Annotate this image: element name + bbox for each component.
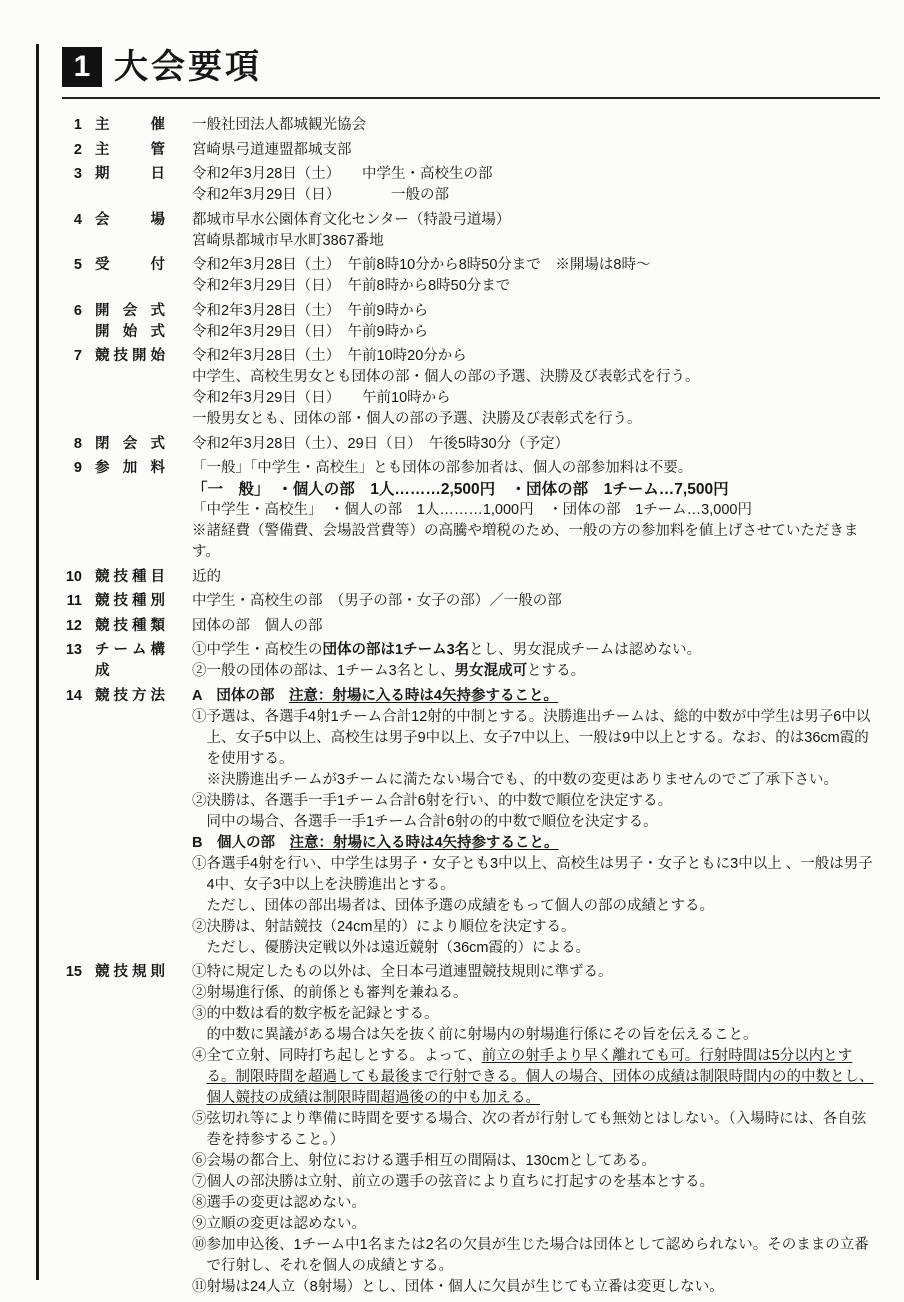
item-number: 9 [73, 460, 82, 476]
item-row [62, 591, 880, 612]
item-row [62, 210, 880, 252]
content-line [192, 164, 880, 185]
content-line [192, 1193, 880, 1214]
content-line [192, 1109, 880, 1151]
content-line [192, 140, 880, 161]
item-row [62, 434, 880, 455]
text-segment: 同中の場合、各選手一手1チーム合計6射の的中数で順位を決定する。 [206, 813, 658, 830]
text-segment: 「中学生・高校生」 ・個人の部 1人………1,000円 ・団体の部 1チーム…3,000円 [192, 502, 752, 518]
text-segment: ⑨立順の変更は認めない。 [192, 1216, 366, 1232]
content-line [192, 434, 880, 455]
section-number: 1 [73, 50, 91, 83]
content-line [192, 833, 880, 854]
content-line [192, 707, 880, 770]
item-number: 13 [65, 642, 82, 658]
item-content [192, 640, 880, 682]
content-line [192, 500, 880, 521]
content-line [192, 896, 880, 917]
item-content [192, 140, 880, 161]
item-label [82, 616, 192, 637]
content-line [192, 770, 880, 791]
item-number: 4 [73, 211, 82, 228]
item-number: 8 [73, 435, 82, 452]
header-divider [62, 97, 880, 99]
item-label-line: 競技方法 [95, 687, 165, 704]
text-segment: 「一 般」 ・個人の部 1人………2,500円 ・団体の部 1チーム…7,500円 [192, 481, 729, 498]
item-label [82, 686, 192, 959]
item-label [82, 962, 192, 1298]
item-number: 2 [73, 141, 82, 158]
content-line [192, 640, 880, 661]
item-label-line: 主催 [95, 117, 165, 133]
item-number: 3 [73, 166, 82, 182]
text-segment: 宮崎県都城市早水町3867番地 [192, 232, 384, 249]
text-segment: 令和2年3月29日（日） 一般の部 [192, 187, 450, 203]
text-segment: 宮崎県弓道連盟都城支部 [192, 141, 352, 158]
item-number: 14 [65, 687, 82, 704]
item-content [192, 301, 880, 343]
text-segment: 令和2年3月28日（土） 午前10時20分から [192, 348, 467, 364]
content-line [192, 962, 880, 983]
content-line [192, 591, 880, 612]
item-label [82, 115, 192, 136]
content-line [192, 917, 880, 938]
item-label-line: 開会式 [95, 302, 165, 319]
text-segment: ②決勝は、射詰競技（24cm星的）により順位を決定する。 [192, 918, 576, 935]
text-segment: とする。 [527, 663, 586, 679]
content-line [192, 1151, 880, 1172]
item-label [82, 434, 192, 455]
text-segment: ただし、優勝決定戦以外は遠近競射（36cm霞的）による。 [206, 939, 590, 956]
text-segment: B 個人の部 [192, 834, 290, 851]
text-segment: 注意：射場に入る時は4矢持参すること。 [288, 687, 559, 704]
item-label [82, 164, 192, 206]
item-row [62, 962, 880, 1298]
item-content [192, 115, 880, 136]
text-segment: ①各選手4射を行い、中学生は男子・女子とも3中以上、高校生は男子・女子ともに3中以上 、一般は男子4中、女子3中以上を決勝進出とする。 [192, 855, 873, 893]
content-line [192, 276, 880, 297]
text-segment: 一般社団法人都城観光協会 [192, 117, 366, 133]
item-label [82, 591, 192, 612]
text-segment: 団体の部は1チーム3名 [322, 642, 470, 658]
content-line [192, 115, 880, 136]
text-segment: 中学生、高校生男女とも団体の部・個人の部の予選、決勝及び表彰式を行う。 [192, 369, 700, 385]
item-content [192, 210, 880, 252]
item-number: 6 [73, 302, 82, 319]
content-line [192, 479, 880, 500]
text-segment: 令和2年3月28日（土） 午前8時10分から8時50分まで ※開場は8時～ [192, 257, 651, 273]
text-segment: ※諸経費（警備費、会場設営費等）の高騰や増税のため、一般の方の参加料を値上げさせていただきます。 [192, 523, 859, 560]
content-line [192, 567, 880, 588]
document-page [62, 46, 880, 1302]
item-number: 7 [73, 348, 82, 364]
content-line [192, 409, 880, 430]
text-segment: ①予選は、各選手4射1チーム合計12射的中制とする。決勝進出チームは、総的中数が中学生は男子6中以上、女子5中以上、高校生は男子9中以上、女子7中以上、一般は9中以上とする。なお、的は36cm霞的を使用する。 [192, 708, 871, 767]
item-label [82, 140, 192, 161]
text-segment: とし、男女混成チームは認めない。 [469, 642, 702, 658]
text-segment: 令和2年3月28日（土） 中学生・高校生の部 [192, 166, 493, 182]
content-line [192, 938, 880, 959]
item-label [82, 567, 192, 588]
content-line [192, 210, 880, 231]
content-line [192, 1025, 880, 1046]
item-label-line: 開始式 [95, 323, 165, 340]
item-row [62, 255, 880, 297]
item-label [82, 640, 192, 682]
content-line [192, 1277, 880, 1298]
item-content [192, 962, 880, 1298]
text-segment: 都城市早水公園体育文化センター（特設弓道場） [192, 211, 511, 228]
text-segment: 一般男女とも、団体の部・個人の部の予選、決勝及び表彰式を行う。 [192, 411, 642, 427]
text-segment: ※決勝進出チームが3チームに満たない場合でも、的中数の変更はありませんのでご了承下さい。 [206, 771, 839, 788]
item-content [192, 434, 880, 455]
content-line [192, 458, 880, 479]
item-row [62, 115, 880, 136]
text-segment: 中学生・高校生の部 （男子の部・女子の部）／一般の部 [192, 593, 562, 609]
text-segment: ⑪射場は24人立（8射場）とし、団体・個人に欠員が生じても立番は変更しない。 [192, 1279, 724, 1295]
content-line [192, 661, 880, 682]
item-number: 10 [65, 568, 82, 585]
text-segment: 令和2年3月29日（日） 午前8時から8時50分まで [192, 278, 511, 294]
content-line [192, 322, 880, 343]
text-segment: ①中学生・高校生の [192, 642, 323, 658]
item-label [82, 458, 192, 563]
item-content [192, 591, 880, 612]
item-row [62, 640, 880, 682]
text-segment: ただし、団体の部出場者は、団体予選の成績をもって個人の部の成績とする。 [206, 897, 714, 914]
content-line [192, 686, 880, 707]
content-line [192, 388, 880, 409]
content-line [192, 616, 880, 637]
item-row [62, 346, 880, 430]
text-segment: 令和2年3月28日（土） 午前9時から [192, 302, 429, 319]
content-line [192, 301, 880, 322]
item-number: 12 [65, 617, 82, 634]
item-label [82, 346, 192, 430]
item-content [192, 686, 880, 959]
content-line [192, 1214, 880, 1235]
content-line [192, 185, 880, 206]
item-label-line: 期日 [95, 166, 165, 182]
content-line [192, 1004, 880, 1025]
content-line [192, 1235, 880, 1277]
content-line [192, 812, 880, 833]
item-row [62, 616, 880, 637]
item-row [62, 301, 880, 343]
text-segment: 令和2年3月29日（日） 午前10時から [192, 390, 451, 406]
item-content [192, 458, 880, 563]
item-content [192, 255, 880, 297]
text-segment: 男女混成可 [454, 663, 528, 679]
item-number: 15 [65, 964, 82, 980]
text-segment: ⑤弦切れ等により準備に時間を要する場合、次の者が行射しても無効とはしない。（入場時には、各自弦巻を持参すること。） [192, 1111, 867, 1148]
item-row [62, 458, 880, 563]
item-label-line: チーム構成 [95, 642, 165, 679]
text-segment: ②一般の団体の部は、1チーム3名とし、 [192, 663, 455, 679]
text-segment: A 団体の部 [192, 687, 289, 704]
text-segment: ②射場進行係、的前係とも審判を兼ねる。 [192, 985, 468, 1001]
item-row [62, 567, 880, 588]
section-header [62, 46, 880, 88]
item-row [62, 140, 880, 161]
section-number-box [62, 47, 102, 87]
content-line [192, 854, 880, 896]
content-line [192, 1172, 880, 1193]
text-segment: 前立の射手より早く離れても可。行射時間は5分以内とする。制限時間を超過しても最後まで行射できる。個人の場合、団体の成績は制限時間内の的中数とし、個人競技の成績は制限時間超過後の的中も加える。 [206, 1048, 874, 1106]
text-segment: 注意：射場に入る時は4矢持参すること。 [289, 834, 559, 851]
item-label-line: 会場 [95, 211, 165, 228]
item-label-line: 競技種目 [95, 568, 165, 585]
item-label-line: 受付 [95, 257, 165, 273]
text-segment: ②決勝は、各選手一手1チーム合計6射を行い、的中数で順位を決定する。 [192, 792, 673, 809]
item-row [62, 164, 880, 206]
text-segment: ⑧選手の変更は認めない。 [192, 1195, 366, 1211]
item-number: 11 [66, 593, 82, 609]
item-label-line: 競技種別 [95, 593, 165, 609]
item-label-line: 主管 [95, 141, 165, 158]
text-segment: 「一般」「中学生・高校生」とも団体の部参加者は、個人の部参加料は不要。 [192, 460, 693, 476]
text-segment: ⑩参加申込後、1チーム中1名または2名の欠員が生じた場合は団体として認められない。そのままの立番で行射し、それを個人の成績とする。 [192, 1237, 869, 1274]
content-line [192, 346, 880, 367]
item-row [62, 686, 880, 959]
item-content [192, 346, 880, 430]
text-segment: ④全て立射、同時打ち起しとする。よって、 [192, 1048, 482, 1064]
content-line [192, 231, 880, 252]
item-label [82, 210, 192, 252]
content-line [192, 983, 880, 1004]
content-line [192, 255, 880, 276]
item-label [82, 255, 192, 297]
content-line [192, 367, 880, 388]
text-segment: 令和2年3月29日（日） 午前9時から [192, 323, 429, 340]
item-number: 1 [73, 117, 82, 133]
page-title: 大会要項 [114, 48, 262, 86]
text-segment: 令和2年3月28日（土）、29日（日） 午後5時30分（予定） [192, 435, 570, 452]
text-segment: ①特に規定したもの以外は、全日本弓道連盟競技規則に準ずる。 [192, 964, 613, 980]
text-segment: 団体の部 個人の部 [192, 617, 323, 634]
text-segment: ⑥会場の都合上、射位における選手相互の間隔は、130cmとしてある。 [192, 1153, 657, 1169]
item-label-line: 競技開始 [95, 348, 165, 364]
text-segment: ⑦個人の部決勝は立射、前立の選手の弦音により直ちに打起すのを基本とする。 [192, 1174, 714, 1190]
scan-edge-line [36, 44, 39, 1280]
item-content [192, 164, 880, 206]
content-line [192, 521, 880, 563]
item-label-line: 閉会式 [95, 435, 165, 452]
text-segment: ③的中数は看的数字板を記録とする。 [192, 1006, 439, 1022]
item-label [82, 301, 192, 343]
item-content [192, 567, 880, 588]
items-list [62, 115, 880, 1298]
item-content [192, 616, 880, 637]
text-segment: 的中数に異議がある場合は矢を抜く前に射場内の射場進行係にその旨を伝えること。 [206, 1027, 758, 1043]
item-number: 5 [73, 257, 82, 273]
item-label-line: 競技規則 [95, 964, 165, 980]
content-line [192, 791, 880, 812]
item-label-line: 参加料 [95, 460, 165, 476]
item-label-line: 競技種類 [95, 617, 165, 634]
content-line [192, 1046, 880, 1109]
text-segment: 近的 [192, 568, 221, 585]
